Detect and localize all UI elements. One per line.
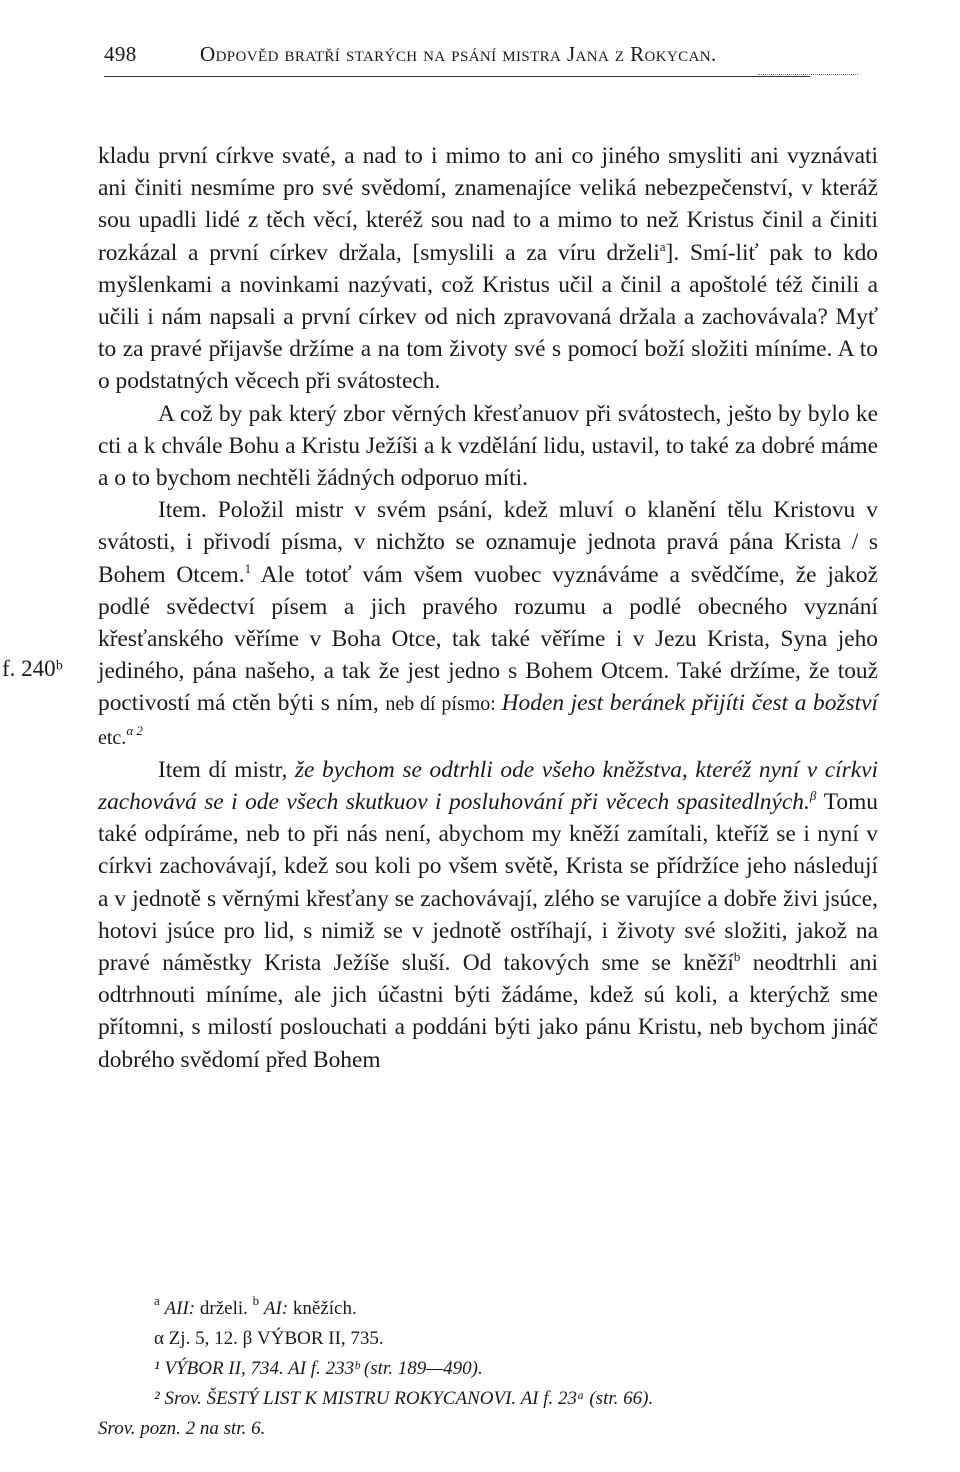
body-text bbox=[98, 140, 878, 1076]
paragraph-3-text-c: neb dí písmo: bbox=[385, 693, 502, 716]
footnote-ref-b: b bbox=[733, 949, 741, 965]
paragraph-3-text-d: etc. bbox=[98, 726, 127, 749]
footnote-line-5: Srov. pozn. 2 na str. 6. bbox=[98, 1418, 266, 1439]
footnote-line-4: ² Srov. ŠESTÝ LIST K MISTRU ROKYCANOVI. AI f. 23ᵃ (str. 66). bbox=[154, 1388, 654, 1409]
footnotes bbox=[98, 1294, 878, 1444]
footnote-marker-b: b bbox=[252, 1293, 260, 1308]
running-title: Odpověd bratří starých na psání mistra Jana z Rokycan. bbox=[200, 42, 717, 66]
paragraph-3-text-b: Ale totoť vám všem vuobec vyznáváme a svědčíme, že jakož podlé svědectví písem a jich pravého rozumu a podlé obecného vyznání křesťanského věříme v Boha Otce, tak také věříme i v Jezu Krista, Syna jeho jediného, pána našeho, a tak že jest jedno s Bohem Otcem. Také držíme, že touž poctivostí má ctěn býti s ním, bbox=[98, 561, 878, 717]
paragraph-4-text-c: neodtrhli ani odtrhnouti míníme, ale jich účastni býti žádáme, kdež sú koli, a kterýchž sme přítomni, s milostí poslouchati a poddáni býti jako pánu Kristu, neb bychom jináč dobrého svědomí před Bohem bbox=[98, 950, 878, 1073]
folio-margin-note: f. 240ᵇ bbox=[2, 656, 63, 681]
footnote-line-2: α Zj. 5, 12. β VÝBOR II, 735. bbox=[154, 1328, 384, 1349]
footnote-text-b: kněžích. bbox=[288, 1298, 357, 1319]
footnote-siglum-ai: AI: bbox=[263, 1298, 289, 1319]
footnote-line-3: ¹ VÝBOR II, 734. AI f. 233ᵇ (str. 189—490). bbox=[154, 1358, 483, 1379]
paragraph-3-quote: Hoden jest beránek přijíti čest a božství bbox=[501, 690, 879, 717]
footnote-siglum-aii: AII: bbox=[164, 1298, 196, 1319]
running-head bbox=[104, 38, 864, 68]
header-rule-dotted bbox=[758, 74, 858, 75]
paragraph-4-quote: že bychom se odtrhli ode všeho kněžstva, kteréž nyní v církvi zachovává se i ode všech skutkuov i posluhování při věcech spasitedlných. bbox=[98, 756, 878, 816]
paragraph-1 bbox=[98, 140, 878, 398]
footnote-line-1 bbox=[98, 1294, 878, 1324]
page-number: 498 bbox=[104, 42, 137, 66]
footnote-ref-alpha-2: α 2 bbox=[126, 722, 143, 738]
paragraph-1-text: kladu první církve svaté, a nad to i mimo to ani co jiného smysliti ani vyznávati ani činiti nesmíme pro své svědomí, znamenajíce veliká nebezpečenství, v kteráž sou upadli lidé z těch věcí, kteréž sou nad to a mimo to než Kristus činil a činiti rozkázal a první církev držala, [smyslili a za víru drželi bbox=[98, 143, 878, 266]
paragraph-4-text-a: Item dí mistr, bbox=[158, 756, 295, 783]
footnote-text-a: drželi. bbox=[195, 1298, 253, 1319]
paragraph-4-text-b: Tomu také odpíráme, neb to při nás není, abychom my kněží zamítali, kteříž se i nyní v církvi zachovávají, kdež sou koli po všem světě, Krista se přídržíce jeho následují a v jednotě s věrnými křesťany se zachovávají, zlého se varujíce a dobře živi jsúce, hotovi jsúce pro lid, s nimiž se v jednotě ostříhají, i životy své složiti, jakož na pravé náměstky Krista Ježíše sluší. Od takových sme se kněží bbox=[98, 789, 878, 977]
paragraph-4 bbox=[98, 754, 878, 1076]
footnote-ref-a: a bbox=[659, 238, 666, 254]
paragraph-2: A což by pak který zbor věrných křesťanuov při svátostech, ješto by bylo ke cti a k chvále Bohu a Kristu Ježíši a k vzdělání lidu, ustavil, to také za dobré máme a o to bychom nechtěli žádných odporuo míti. bbox=[98, 400, 878, 492]
footnote-ref-1: 1 bbox=[244, 560, 252, 576]
footnote-marker-a: a bbox=[154, 1293, 160, 1308]
paragraph-3 bbox=[98, 494, 878, 754]
paragraph-3-text-a: Item. Položil mistr v svém psání, kdež mluví o klanění tělu Kristovu v svátosti, i přivodí písma, v nichžto se oznamuje jednota pravá pána Krista / s Bohem Otcem. bbox=[98, 497, 878, 588]
paragraph-1-rest: ]. Smí-liť pak to kdo myšlenkami a novinkami nazývati, což Kristus učil a činil a apoštolé též činili a učili i nám napsali a první církev od nich zpravovaná držala a zachovávala? Myť to za pravé přijavše držíme a na tom životy své s pomocí boží složiti míníme. A to o podstatných věcech při svátostech. bbox=[98, 239, 878, 395]
footnote-ref-beta: β bbox=[809, 788, 817, 804]
header-rule bbox=[104, 76, 810, 77]
